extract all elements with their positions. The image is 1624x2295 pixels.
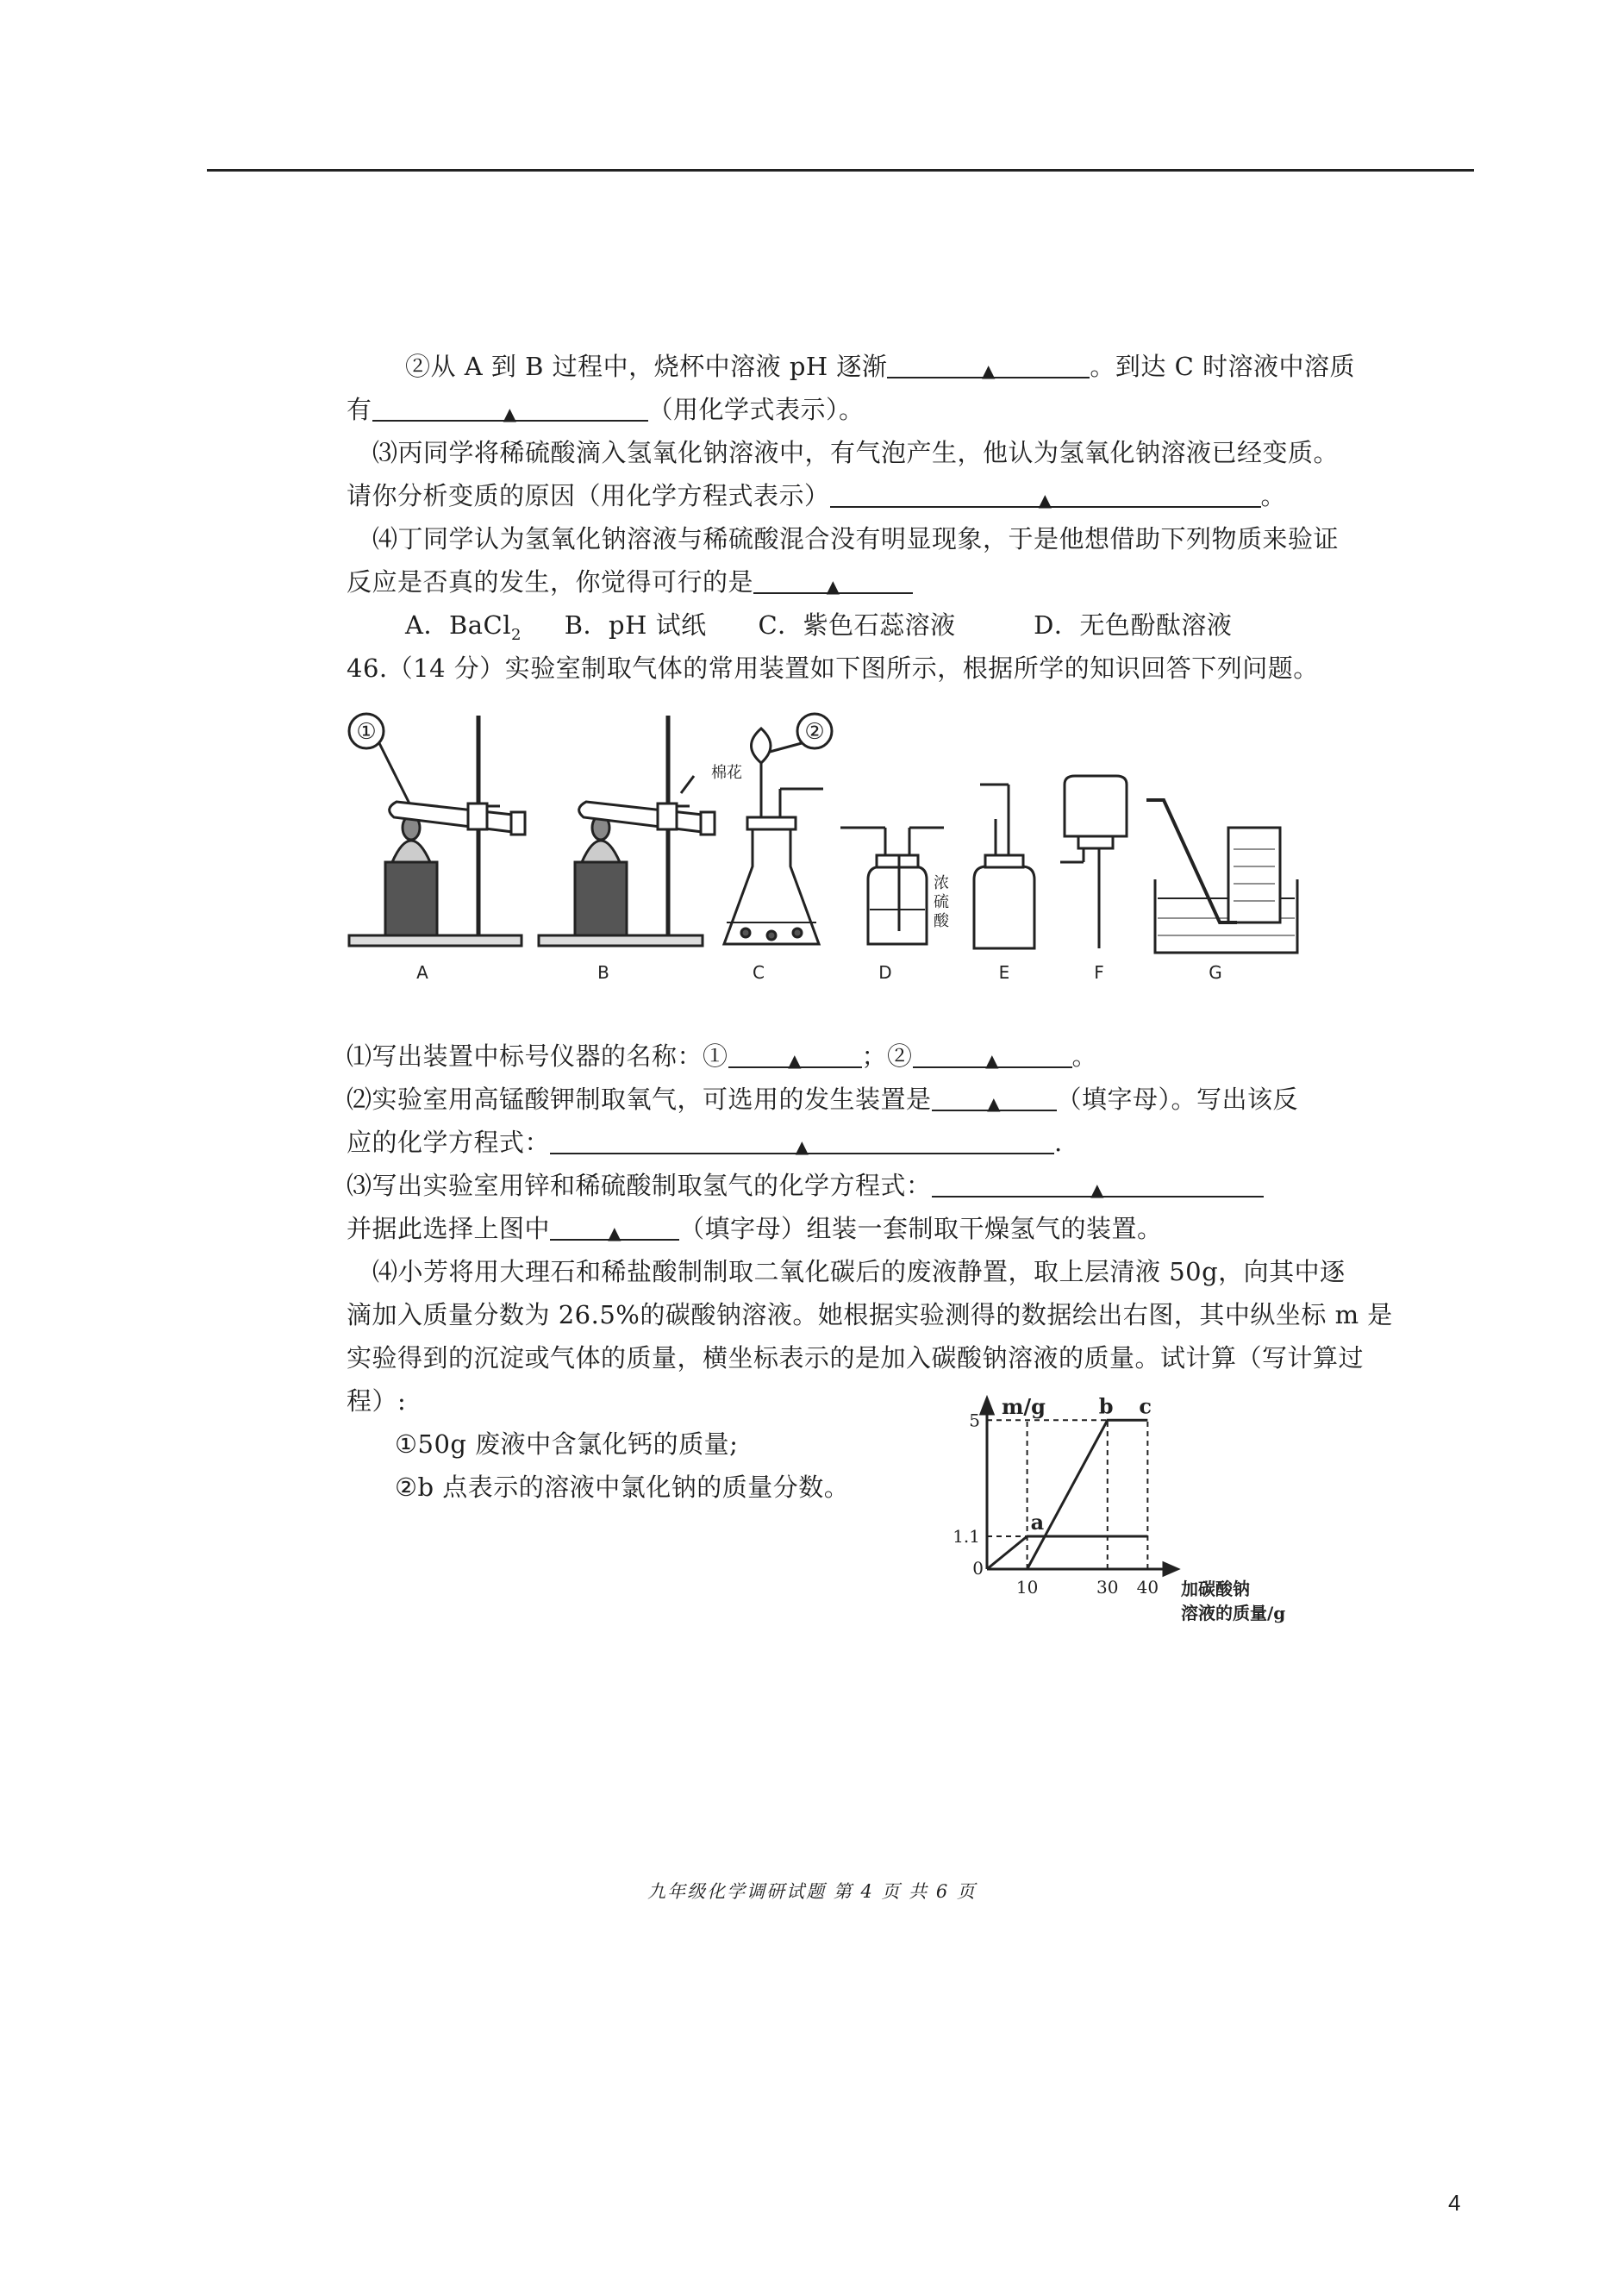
blank-marker-icon: ▲	[1038, 490, 1052, 510]
apparatus-label-c: C	[753, 962, 765, 983]
apparatus-g	[1146, 800, 1297, 953]
q46-p7: 滴加入质量分数为 26.5%的碳酸钠溶液。她根据实验测得的数据绘出右图，其中纵坐标 m 是	[347, 1300, 1393, 1329]
blank-marker-icon: ▲	[503, 403, 517, 424]
answer-blank[interactable]	[753, 566, 913, 597]
apparatus-d	[840, 828, 944, 944]
blank-marker-icon: ▲	[788, 1050, 802, 1071]
q46-text: ⑴写出装置中标号仪器的名称：①	[347, 1041, 728, 1071]
mass-chart	[948, 1388, 1345, 1638]
answer-blank[interactable]	[830, 480, 1261, 508]
series-line-1	[987, 1536, 1147, 1569]
option-a-subscript: 2	[511, 625, 522, 644]
q46-p1	[347, 1039, 1097, 1073]
answer-blank[interactable]	[550, 1213, 679, 1241]
q45-text: ②从 A 到 B 过程中，烧杯中溶液 pH 逐渐	[405, 352, 888, 381]
apparatus-b	[539, 716, 715, 946]
q45-text: 。	[1260, 481, 1287, 510]
series-line-2	[1027, 1420, 1148, 1569]
marker-2-label: ②	[804, 719, 825, 745]
apparatus-e	[974, 785, 1034, 948]
option-d[interactable]: D．无色酚酞溶液	[1034, 610, 1233, 640]
answer-blank[interactable]	[728, 1041, 862, 1071]
q46-p2	[347, 1082, 1298, 1116]
apparatus-label-e: E	[998, 962, 1010, 983]
point-label-b: b	[1098, 1393, 1114, 1419]
x-tick-label: 40	[1136, 1577, 1159, 1598]
q46-text: .	[1054, 1128, 1063, 1157]
option-c[interactable]: C．紫色石蕊溶液	[758, 610, 956, 640]
q45-line-4	[347, 478, 1286, 513]
apparatus-label-g: G	[1209, 962, 1222, 983]
acid-label-3: 酸	[934, 912, 949, 930]
blank-marker-icon: ▲	[1090, 1179, 1104, 1200]
q46-text: 并据此选择上图中	[347, 1214, 551, 1243]
x-axis-label-2: 溶液的质量/g	[1181, 1603, 1286, 1623]
apparatus-figure	[340, 707, 1323, 991]
marker-1-leader	[379, 743, 409, 804]
acid-label-1: 浓	[934, 874, 949, 892]
blank-marker-icon: ▲	[608, 1223, 621, 1243]
q46-text: （填字母）。写出该反	[1056, 1085, 1299, 1114]
blank-marker-icon: ▲	[985, 1050, 999, 1071]
q46-sub1: ①50g 废液中含氯化钙的质量;	[395, 1429, 739, 1459]
y-tick-label: 5	[969, 1410, 980, 1431]
x-tick-label: 10	[1015, 1577, 1039, 1598]
blank-marker-icon: ▲	[981, 360, 996, 381]
q45-line-2	[347, 392, 865, 427]
q46-title: 46.（14 分）实验室制取气体的常用装置如下图所示，根据所学的知识回答下列问题。	[347, 653, 1319, 683]
option-a-text: A．BaCl	[405, 610, 512, 640]
q45-text: 反应是否真的发生，你觉得可行的是	[347, 567, 754, 597]
point-label-c: c	[1139, 1393, 1152, 1419]
marker-2-leader	[770, 743, 802, 752]
q46-text: 。	[1071, 1041, 1098, 1071]
cotton-label: 棉花	[711, 764, 742, 782]
x-axis-label-1: 加碳酸钠	[1181, 1579, 1250, 1599]
option-b[interactable]: B．pH 试纸	[564, 610, 707, 640]
q45-text: 请你分析变质的原因（用化学方程式表示）	[347, 481, 830, 510]
q46-p9: 程）:	[347, 1386, 407, 1416]
q46-text: ⑶写出实验室用锌和稀硫酸制取氢气的化学方程式：	[347, 1171, 932, 1200]
y-axis-label: m/g	[1002, 1394, 1046, 1419]
answer-blank[interactable]	[932, 1084, 1057, 1114]
origin-label: 0	[972, 1558, 984, 1579]
page-footer: 九年级化学调研试题 第 4 页 共 6 页	[647, 1881, 977, 1902]
answer-blank[interactable]	[887, 351, 1090, 381]
apparatus-label-d: D	[878, 962, 892, 983]
x-axis-arrow-icon	[1164, 1563, 1177, 1575]
q46-text: （填字母）组装一套制取干燥氢气的装置。	[679, 1214, 1163, 1243]
q45-line-5: ⑷丁同学认为氢氧化钠溶液与稀硫酸混合没有明显现象，于是他想借助下列物质来验证	[372, 524, 1340, 553]
q46-text: 应的化学方程式：	[347, 1128, 551, 1157]
q46-p4	[347, 1168, 1264, 1203]
answer-blank[interactable]	[550, 1127, 1054, 1157]
x-tick-label: 30	[1096, 1577, 1119, 1598]
blank-marker-icon: ▲	[795, 1136, 809, 1157]
q45-text: 。到达 C 时溶液中溶质	[1090, 352, 1356, 381]
page-number: 4	[1448, 2190, 1461, 2216]
q45-text: 有	[347, 395, 372, 424]
q45-line-6	[347, 565, 913, 599]
option-a[interactable]	[405, 608, 556, 653]
blank-marker-icon: ▲	[826, 576, 840, 597]
header-rule	[207, 169, 1474, 172]
y-axis-arrow-icon	[981, 1398, 993, 1414]
answer-blank[interactable]	[932, 1170, 1264, 1198]
marker-1-label: ①	[356, 719, 377, 745]
apparatus-label-f: F	[1094, 962, 1104, 983]
q45-line-1	[405, 349, 1355, 384]
apparatus-c	[724, 729, 823, 944]
apparatus-a	[349, 716, 525, 946]
q46-sub2: ②b 点表示的溶液中氯化钠的质量分数。	[395, 1473, 850, 1502]
q46-text: ；②	[861, 1041, 913, 1071]
q46-p3	[347, 1125, 1063, 1160]
apparatus-f	[1060, 776, 1127, 948]
y-tick-label: 1.1	[953, 1526, 980, 1547]
answer-blank[interactable]	[372, 394, 648, 422]
q46-p6: ⑷小芳将用大理石和稀盐酸制制取二氧化碳后的废液静置，取上层清液 50g，向其中逐	[372, 1257, 1346, 1286]
acid-label-2: 硫	[934, 893, 949, 911]
apparatus-label-b: B	[597, 962, 609, 983]
q45-options	[405, 608, 1232, 653]
apparatus-label-a: A	[416, 962, 428, 983]
point-label-a: a	[1030, 1510, 1045, 1535]
q46-p5	[347, 1211, 1163, 1246]
blank-marker-icon: ▲	[987, 1093, 1001, 1114]
q45-line-3: ⑶丙同学将稀硫酸滴入氢氧化钠溶液中，有气泡产生，他认为氢氧化钠溶液已经变质。	[372, 438, 1340, 467]
q45-text: （用化学式表示）。	[647, 395, 865, 424]
q46-text: ⑵实验室用高锰酸钾制取氧气，可选用的发生装置是	[347, 1085, 932, 1114]
q46-p8: 实验得到的沉淀或气体的质量，横坐标表示的是加入碳酸钠溶液的质量。试计算（写计算过	[347, 1343, 1365, 1373]
answer-blank[interactable]	[913, 1041, 1072, 1071]
